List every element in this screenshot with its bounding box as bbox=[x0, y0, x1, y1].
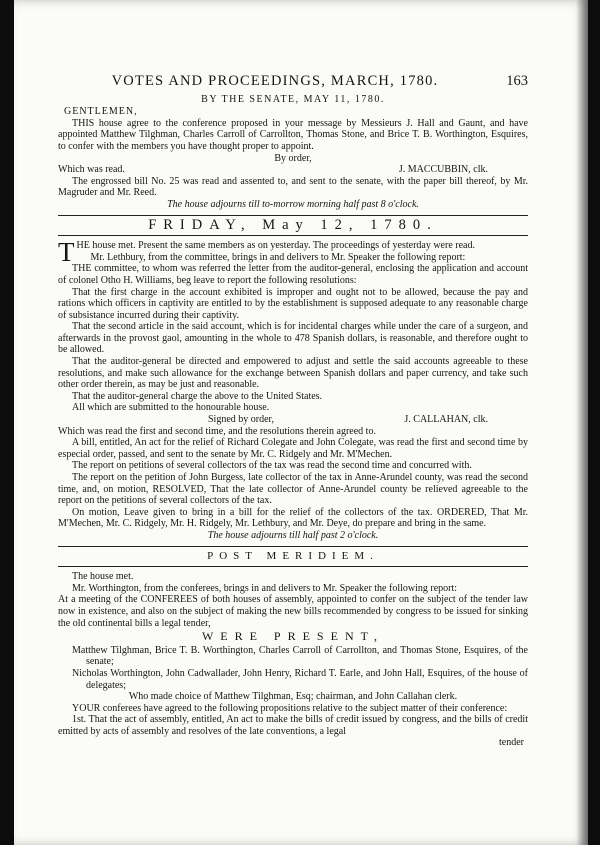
worthington-paragraph: Mr. Worthington, from the conferees, brings in and delivers to Mr. Speaker the following report: bbox=[72, 582, 458, 594]
senate-clerk: J. MACCUBBIN, clk. bbox=[398, 164, 488, 176]
signed-row bbox=[58, 414, 528, 426]
page-content bbox=[58, 73, 528, 749]
house-met: The house met. bbox=[72, 571, 134, 583]
signed-clerk: J. CALLAHAN, clk. bbox=[404, 414, 488, 426]
resolution-1: That the first charge in the account exhibited is improper and ought not to be allowed, because the pay and rations which officers in captivity are entitled to by the establishment is supposed adequate to any reasonable charge of subsistance incurred during their captivity. bbox=[58, 286, 528, 321]
running-title: VOTES AND PROCEEDINGS, MARCH, 1780. bbox=[111, 73, 439, 89]
divider-top bbox=[58, 215, 528, 216]
adjournment-morning: The house adjourns till to-morrow morning half past 8 o'clock. bbox=[167, 198, 419, 210]
were-present-heading: WERE PRESENT, bbox=[201, 629, 385, 644]
post-meridiem-heading: POST MERIDIEM. bbox=[207, 549, 379, 562]
book-gutter-shadow bbox=[576, 0, 588, 845]
running-header bbox=[58, 73, 528, 89]
submitted-line: All which are submitted to the honourable house. bbox=[72, 402, 270, 414]
resolution-2: That the second article in the said account, which is for incidental charges while under the care of a surgeon, and afterwards in the provost gaol, amounting in the whole to 478 Spanish dollars, is reasonable, and therefore ought to be allowed. bbox=[58, 321, 528, 356]
senate-heading: BY THE SENATE, MAY 11, 1780. bbox=[201, 93, 385, 105]
engrossed-bill-paragraph: The engrossed bill No. 25 was read and assented to, and sent to the senate, with the paper bill thereof, by Mr. Magruder and Mr. Reed. bbox=[58, 175, 528, 199]
report-intro: THE committee, to whom was referred the letter from the auditor-general, enclosing the application and account of colonel Otho H. Williams, beg leave to report the following resolutions: bbox=[58, 263, 528, 286]
leave-paragraph: On motion, Leave given to bring in a bill for the relief of the collectors of the tax. ORDERED, That Mr. M'Mechen, Mr. C. Ridgely, Mr. H. Ridgely, Mr. Lethbury, and Mr. Deye, do prepare and bring in the same. bbox=[58, 506, 528, 530]
senate-read: Which was read. bbox=[58, 164, 125, 176]
colegate-bill-paragraph: A bill, entitled, An act for the relief of Richard Colegate and John Colegate, was read the first and second time by especial order, passed, and sent to the senate by Mr. C. Ridgely and Mr. M'Mechen. bbox=[58, 437, 528, 460]
drop-cap: T bbox=[58, 237, 75, 268]
senate-read-row bbox=[58, 164, 528, 176]
divider-pm-bottom bbox=[58, 566, 528, 567]
signed-by-order: Signed by order, bbox=[208, 414, 274, 426]
page-number: 163 bbox=[506, 73, 528, 89]
read-twice-paragraph: Which was read the first and second time, and the resolutions therein agreed to. bbox=[58, 425, 376, 437]
senate-message-body: THIS house agree to the conference proposed in your message by Messieurs J. Hall and Gaunt, and have appointed Matthew Tilghman, Charles Carroll of Carrollton, Thomas Stone, and Brice T. B. Worthington, Esquires, to confer with the members you have thought proper to appoint. bbox=[58, 117, 528, 152]
day-heading: FRIDAY, May 12, 1780. bbox=[148, 216, 438, 233]
catchword: tender bbox=[499, 737, 524, 749]
burgess-paragraph: The report on the petition of John Burgess, late collector of the tax in Anne-Arundel county, was read the second time, and, on motion, RESOLVED, That the late collector of Anne-Arundel county be relieved agreeable to the report on the petitions of several collectors of the tax. bbox=[58, 472, 528, 507]
your-conferees-paragraph: YOUR conferees have agreed to the following propositions relative to the subject matter of their conference: bbox=[72, 702, 508, 714]
divider-pm-top bbox=[58, 546, 528, 547]
resolution-4: That the auditor-general charge the above to the United States. bbox=[72, 390, 323, 402]
adjournment-afternoon: The house adjourns till half past 2 o'clock. bbox=[207, 529, 379, 541]
petitions-paragraph: The report on petitions of several collectors of the tax was read the second time and concurred with. bbox=[72, 460, 472, 472]
resolution-3: That the auditor-general be directed and empowered to adjust and settle the said accounts agreeable to these resolutions, and make such allowance for the exchange between Spanish dollars and paper currency, and take such other order therein, as may be just and reasonable. bbox=[58, 356, 528, 391]
senate-members: Matthew Tilghman, Brice T. B. Worthington, Charles Carroll of Carrollton, and Thomas Stone, Esquires, of the senate; bbox=[72, 644, 528, 668]
opening-text: HE house met. Present the same members as on yesterday. The proceedings of yesterday were read. bbox=[76, 240, 475, 252]
lethbury-paragraph: Mr. Lethbury, from the committee, brings in and delivers to Mr. Speaker the following report: bbox=[90, 251, 466, 263]
delegate-members: Nicholas Worthington, John Cadwallader, John Henry, Richard T. Earle, and John Hall, Esquires, of the house of delegates; bbox=[72, 667, 528, 691]
chairman-choice: Who made choice of Matthew Tilghman, Esq; chairman, and John Callahan clerk. bbox=[128, 691, 458, 703]
salutation: GENTLEMEN, bbox=[64, 106, 138, 118]
conferees-meeting-paragraph: At a meeting of the CONFEREES of both houses of assembly, appointed to confer on the subject of the tender law now in existence, and also on the subject of making the new bills recommended by congress to be issued for sinking the old continental bills a legal tender, bbox=[58, 594, 528, 629]
senate-by-order: By order, bbox=[274, 152, 312, 164]
document-page bbox=[14, 0, 588, 845]
divider-bottom bbox=[58, 235, 528, 236]
first-proposition: 1st. That the act of assembly, entitled, An act to make the bills of credit issued by congress, and the bills of credit emitted by acts of assembly and resolves of the late conventions, a legal bbox=[58, 714, 528, 737]
